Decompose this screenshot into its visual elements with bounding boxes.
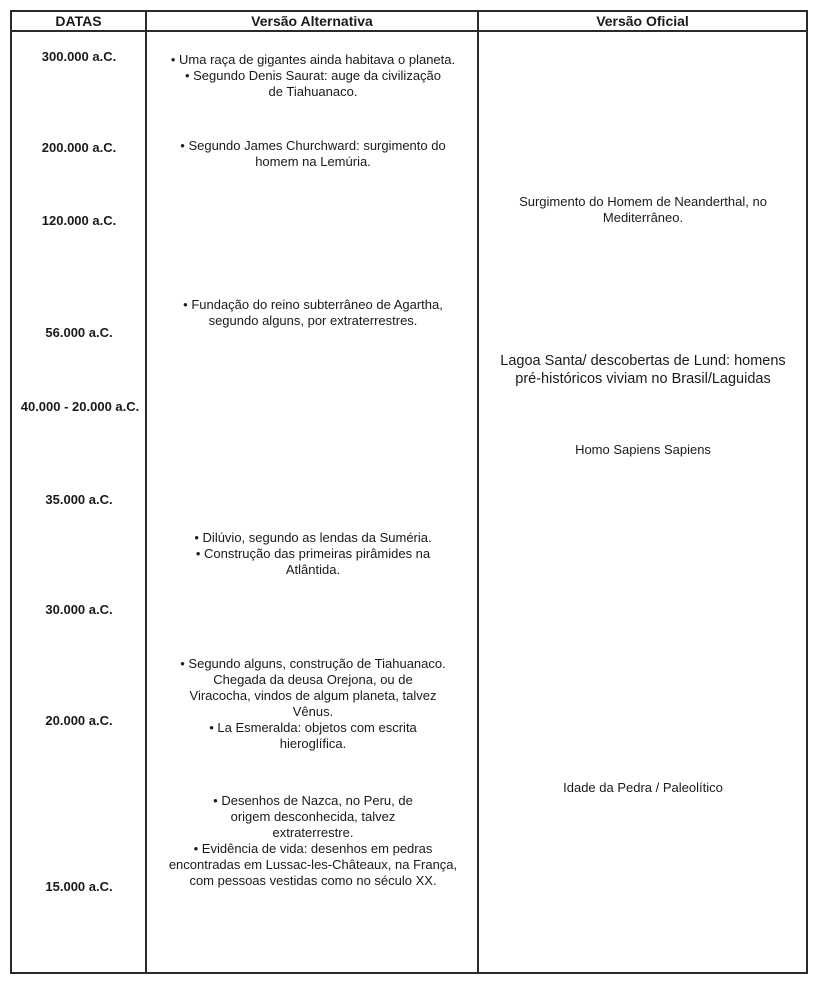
header-dates: DATAS [55, 13, 102, 29]
alternative-line: • La Esmeralda: objetos com escrita hieroglífica. [209, 720, 417, 751]
date-cell: 40.000 - 20.000 a.C. [20, 399, 140, 414]
date-cell: 56.000 a.C. [45, 325, 113, 340]
alternative-line: • Segundo James Churchward: surgimento do homem na Lemúria. [180, 138, 446, 169]
alternative-line: • Desenhos de Nazca, no Peru, de origem desconhecida, talvez extraterrestre. [213, 793, 413, 840]
alternative-line: • Evidência de vida: desenhos em pedras encontradas em Lussac-les-Châteaux, na França, com pessoas vestidas como no século XX. [168, 841, 458, 888]
alternative-entry [148, 793, 478, 889]
alternative-entry [148, 530, 478, 578]
date-cell: 20.000 a.C. [45, 713, 113, 728]
official-entry: Homo Sapiens Sapiens [575, 442, 711, 457]
alternative-entry [148, 52, 478, 100]
alternative-line: • Segundo alguns, construção de Tiahuanaco. [180, 656, 446, 671]
alternative-line: • Fundação do reino subterrâneo de Agartha, segundo alguns, por extraterrestres. [183, 297, 443, 328]
date-cell: 300.000 a.C. [41, 49, 117, 64]
official-entry: Idade da Pedra / Paleolítico [563, 780, 723, 795]
header-official: Versão Oficial [596, 13, 689, 29]
official-entry: Surgimento do Homem de Neanderthal, no Mediterrâneo. [519, 194, 767, 225]
alternative-entry [148, 138, 478, 170]
alternative-line: • Construção das primeiras pirâmides na Atlântida. [195, 546, 431, 577]
header-alternative: Versão Alternativa [251, 13, 373, 29]
date-cell: 30.000 a.C. [45, 602, 113, 617]
alternative-line: • Segundo Denis Saurat: auge da civilização de Tiahuanaco. [184, 68, 442, 99]
date-cell: 200.000 a.C. [41, 140, 117, 155]
date-cell: 15.000 a.C. [45, 879, 113, 894]
alternative-line: Chegada da deusa Orejona, ou de Viracocha, vindos de algum planeta, talvez Vênus. [189, 672, 437, 719]
alternative-line: • Uma raça de gigantes ainda habitava o planeta. [170, 52, 456, 67]
alternative-entry [148, 297, 478, 329]
alternative-entry [148, 656, 478, 752]
official-entry: Lagoa Santa/ descobertas de Lund: homens pré-históricos viviam no Brasil/Laguidas [500, 353, 786, 387]
alternative-line: • Dilúvio, segundo as lendas da Suméria. [194, 530, 432, 545]
date-cell: 120.000 a.C. [41, 213, 117, 228]
date-cell: 35.000 a.C. [45, 492, 113, 507]
